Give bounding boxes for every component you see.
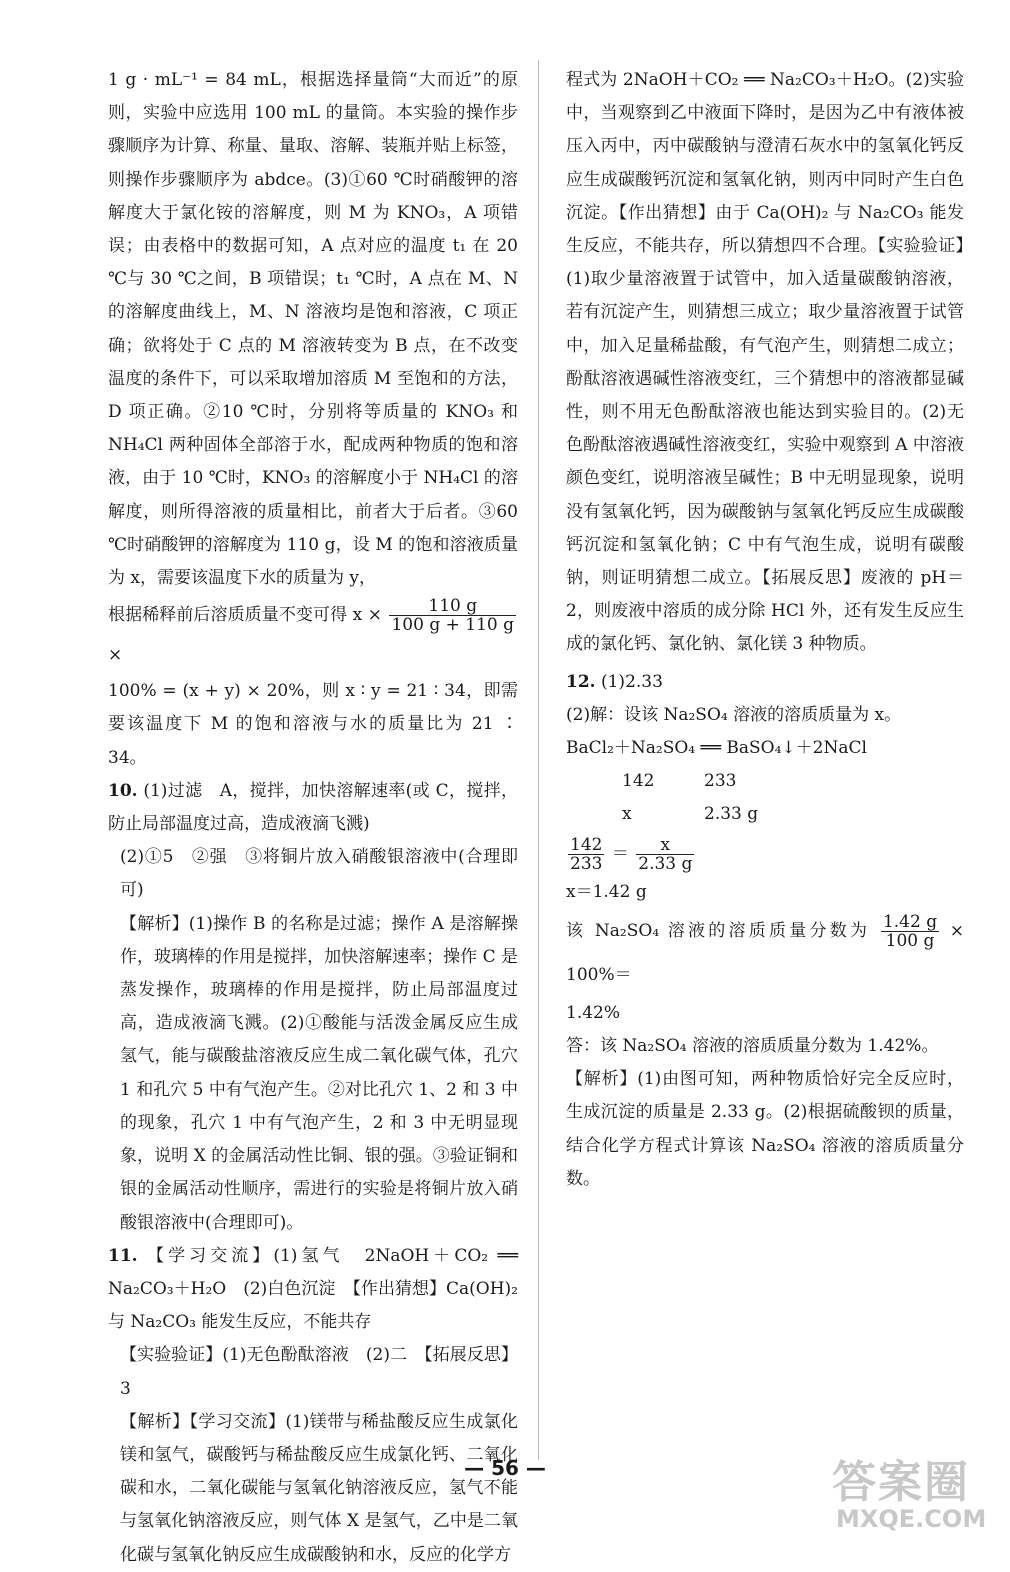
- question-12-answer: [566, 666, 964, 699]
- ratio-left: [568, 836, 604, 873]
- question-11-answer-2: 【实验验证】(1)无色酚酞溶液 (2)二 【拓展反思】3: [120, 1345, 518, 1399]
- question-11-number: 11.: [108, 1245, 138, 1266]
- ratio-left-numerator: 142: [570, 834, 603, 855]
- mass-fraction-prefix: 该 Na₂SO₄ 溶液的溶质质量分数为: [566, 920, 871, 941]
- dilution-fraction: [389, 597, 516, 634]
- dilution-equation-suffix: ×: [108, 645, 123, 666]
- watermark-line-2: MXQE.COM: [836, 1505, 987, 1533]
- left-column: [108, 64, 518, 1572]
- column-divider: [538, 60, 539, 1460]
- question-10-explanation: 【解析】(1)操作 B 的名称是过滤；操作 A 是溶解操作，玻璃棒的作用是搅拌，加快溶解速率；操作 C 是蒸发操作，玻璃棒的作用是搅拌，防止局部温度过高，造成液滴飞溅。(2)①酸能与活泼金属反应生成氢气，能与碳酸盐溶液反应生成二氧化碳气体，孔穴 1 和孔穴 5 中有气泡产生。②对比孔穴 1、2 和 3 中的现象，孔穴 1 中有气泡产生，2 和 3 中无明显现象，说明 X 的金属活动性比铜、银的强。③验证铜和银的金属活动性顺序，需进行的实验是将铜片放入硝酸银溶液中(合理即可)。: [120, 913, 518, 1233]
- molar-mass-baso4: 233: [704, 771, 737, 792]
- question-11-explanation-continued: 程式为 2NaOH＋CO₂ ══ Na₂CO₃＋H₂O。(2)实验中，当观察到乙中液面下降时，是因为乙中有液体被压入丙中，丙中碳酸钠与澄清石灰水中的氢氧化钙反应生成碳酸钙沉淀和氢氧化钠，则丙中同时产生白色沉淀。【作出猜想】由于 Ca(OH)₂ 与 Na₂CO₃ 能发生反应，不能共存，所以猜想四不合理。【实验验证】(1)取少量溶液置于试管中，加入适量碳酸钠溶液，若有沉淀产生，则猜想三成立；取少量溶液置于试管中，加入足量稀盐酸，有气泡产生，则猜想二成立；酚酞溶液遇碱性溶液变红，三个猜想中的溶液都显碱性，则不用无色酚酞溶液也能达到实验目的。(2)无色酚酞溶液遇碱性溶液变红，实验中观察到 A 中溶液颜色变红，说明溶液呈碱性；B 中无明显现象，说明没有氢氧化钙，因为碳酸钠与氢氧化钙反应生成碳酸钙沉淀和氢氧化钠；C 中有气泡生成，说明有碳酸钠，则证明猜想二成立。【拓展反思】废液的 pH＝2，则废液中溶质的成分除 HCl 外，还有发生反应生成的氯化钙、氯化钠、氯化镁 3 种物质。: [566, 70, 964, 655]
- mass-fraction-denominator: 100 g: [885, 930, 935, 951]
- mass-fraction-equation: [566, 909, 964, 997]
- question-11-explanation: 【解析】【学习交流】(1)镁带与稀盐酸反应生成氯化镁和氢气，碳酸钙与稀盐酸反应生成氯化钙、二氧化碳和水，二氧化碳能与氢氧化钠溶液反应，氢气不能与氢氧化钠溶液反应，则气体 X 是氢气，乙中是二氧化碳与氢氧化钠反应生成碳酸钠和水，反应的化学方: [120, 1411, 518, 1565]
- watermark-line-1: 答案圈: [832, 1457, 970, 1508]
- molar-mass-row: [566, 765, 964, 798]
- mass-fraction-result: 1.42%: [566, 1002, 621, 1023]
- page-number: — 56 —: [464, 1456, 546, 1480]
- ratio-equation: [566, 832, 964, 876]
- question-12-answer-1: (1)2.33: [600, 671, 663, 692]
- question-11-answer: [108, 1240, 518, 1340]
- right-column: [566, 64, 964, 1196]
- question-10-answer-2: (2)①5 ②强 ③将铜片放入硝酸银溶液中(合理即可): [120, 847, 518, 901]
- question-11-answer-1: 【学习交流】(1)氢气 2NaOH＋CO₂ ══ Na₂CO₃＋H₂O (2)白色沉淀 【作出猜想】Ca(OH)₂ 与 Na₂CO₃ 能发生反应，不能共存: [108, 1245, 519, 1333]
- ratio-right-denominator: 2.33 g: [638, 853, 693, 874]
- mass-row: [566, 798, 964, 831]
- site-watermark-logo: [832, 1457, 1010, 1536]
- ratio-left-denominator: 233: [570, 853, 603, 874]
- dilution-equation-prefix: 根据稀释前后溶质质量不变可得 x ×: [108, 605, 382, 626]
- question-10-answer: [108, 775, 518, 841]
- dilution-fraction-denominator: 100 g + 110 g: [391, 615, 515, 636]
- question-10-answer-1: (1)过滤 A，搅拌，加快溶解速率(或 C，搅拌，防止局部温度过高，造成液滴飞溅): [108, 780, 519, 835]
- question-12-final-answer: 答：该 Na₂SO₄ 溶液的溶质质量分数为 1.42%。: [566, 1036, 939, 1057]
- molar-mass-na2so4: 142: [622, 771, 655, 792]
- ratio-right-numerator: x: [636, 836, 694, 855]
- question-10-number: 10.: [108, 780, 138, 801]
- dilution-fraction-numerator: 110 g: [389, 597, 516, 616]
- question-12-explanation: 【解析】(1)由图可知，两种物质恰好完全反应时，生成沉淀的质量是 2.33 g。(2)根据硫酸钡的质量，结合化学方程式计算该 Na₂SO₄ 溶液的溶质质量分数。: [566, 1069, 964, 1189]
- dilution-conclusion: 100% = (x + y) × 20%，则 x ∶ y = 21 ∶ 34，即需要该温度下 M 的饱和溶液与水的质量比为 21 ∶ 34。: [108, 681, 518, 768]
- ratio-right: [636, 836, 694, 873]
- chemical-equation: BaCl₂＋Na₂SO₄ ══ BaSO₄↓＋2NaCl: [566, 738, 867, 759]
- dilution-equation: [108, 595, 518, 675]
- x-result: x＝1.42 g: [566, 881, 647, 902]
- mass-fraction-suffix: × 100%＝: [566, 920, 964, 985]
- mass-fraction: [881, 913, 939, 950]
- mass-fraction-numerator: 1.42 g: [882, 911, 938, 932]
- q9-explanation-continued: 1 g · mL⁻¹ = 84 mL，根据选择量筒“大而近”的原则，实验中应选用 100 mL 的量筒。本实验的操作步骤顺序为计算、称量、量取、溶解、装瓶并贴上标签，则操作步骤顺序为 abdce。(3)①60 ℃时硝酸钾的溶解度大于氯化铵的溶解度，则 M 为 KNO₃，A 项错误；由表格中的数据可知，A 点对应的温度 t₁ 在 20 ℃与 30 ℃之间，B 项错误；t₁ ℃时，A 点在 M、N 的溶解度曲线上，M、N 溶液均是饱和溶液，C 项正确；欲将处于 C 点的 M 溶液转变为 B 点，在不改变温度的条件下，可以采取增加溶质 M 至饱和的方法，D 项正确。②10 ℃时，分别将等质量的 KNO₃ 和 NH₄Cl 两种固体全部溶于水，配成两种物质的饱和溶液，由于 10 ℃时，KNO₃ 的溶解度小于 NH₄Cl 的溶解度，则所得溶液的质量相比，前者大于后者。③60 ℃时硝酸钾的溶解度为 110 g，设 M 的饱和溶液质量为 x，需要该温度下水的质量为 y，: [108, 70, 518, 589]
- mass-unknown: x: [622, 804, 632, 825]
- ratio-equals: ＝: [611, 843, 629, 864]
- question-12-number: 12.: [566, 671, 596, 692]
- mass-baso4: 2.33 g: [704, 804, 759, 825]
- question-12-solution-setup: (2)解：设该 Na₂SO₄ 溶液的溶质质量为 x。: [566, 704, 902, 725]
